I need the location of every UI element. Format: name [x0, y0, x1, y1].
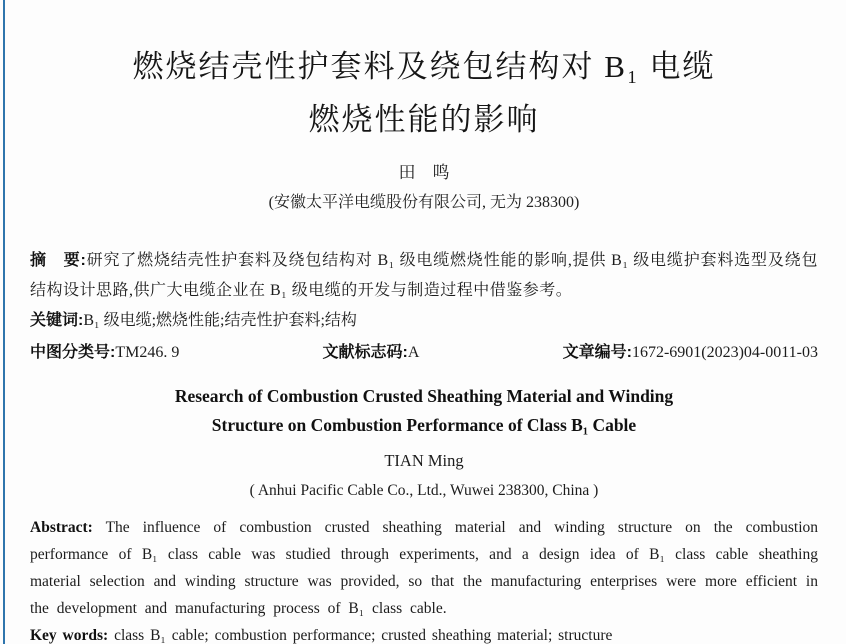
abstract-chinese — [30, 246, 818, 306]
clc-number-label: 中图分类号: — [30, 344, 116, 361]
article-id-value: 1672-6901(2023)04-0011-03 — [631, 344, 818, 361]
keywords-english-text: class B₁ cable; combustion performance; crusted sheathing material; structure — [108, 627, 613, 644]
paper-title-english-line2: Structure on Combustion Performance of Class B₁ Cable — [211, 415, 637, 435]
affiliation-english: ( Anhui Pacific Cable Co., Ltd., Wuwei 238300, China ) — [249, 482, 599, 499]
paper-title-english-line1: Research of Combustion Crusted Sheathing Material and Winding — [174, 386, 674, 406]
keywords-english — [30, 622, 818, 644]
paper-title-chinese — [30, 40, 818, 146]
keywords-english-label: Key words: — [30, 627, 109, 644]
author-chinese: 田 鸣 — [398, 163, 450, 182]
abstract-chinese-text: 研究了燃烧结壳性护套料及绕包结构对 B₁ 级电缆燃烧性能的影响,提供 B₁ 级电缆护套料选型及绕包结构设计思路,供广大电缆企业在 B₁ 级电缆的开发与制造过程中借鉴参考。 — [30, 252, 818, 299]
scan-edge-line — [3, 0, 5, 644]
abstract-chinese-label: 摘 要: — [30, 252, 87, 269]
clc-number — [30, 338, 179, 368]
clc-number-value: TM246. 9 — [115, 344, 180, 361]
classification-meta-row — [30, 338, 818, 368]
document-code — [323, 338, 420, 368]
abstract-english-text: The influence of combustion crusted sheathing material and winding structure on the combustion performance of B₁ class cable was studied through experiments, and a design idea of B₁ class cable sheathing material selection and winding structure was provided, so that the manufacturing enterprises were more efficient in the development and manufacturing process of B₁ class cable. — [30, 519, 818, 617]
keywords-chinese-label: 关键词: — [30, 312, 84, 329]
paper-title-chinese-line1: 燃烧结壳性护套料及绕包结构对 B₁ 电缆 — [132, 49, 716, 84]
document-code-label: 文献标志码: — [322, 344, 408, 361]
affiliation-chinese: (安徽太平洋电缆股份有限公司, 无为 238300) — [268, 194, 580, 211]
abstract-english-label: Abstract: — [30, 519, 93, 536]
paper-title-chinese-line2: 燃烧性能的影响 — [308, 102, 540, 137]
paper-title-english — [30, 382, 818, 440]
paper-content — [30, 40, 818, 644]
keywords-chinese-text: B₁ 级电缆;燃烧性能;结壳性护套料;结构 — [83, 312, 357, 329]
document-code-value: A — [407, 344, 420, 361]
keywords-chinese — [30, 306, 818, 336]
author-english: TIAN Ming — [384, 451, 464, 470]
article-id-label: 文章编号: — [562, 344, 632, 361]
abstract-english — [30, 514, 818, 622]
article-id — [563, 338, 818, 368]
